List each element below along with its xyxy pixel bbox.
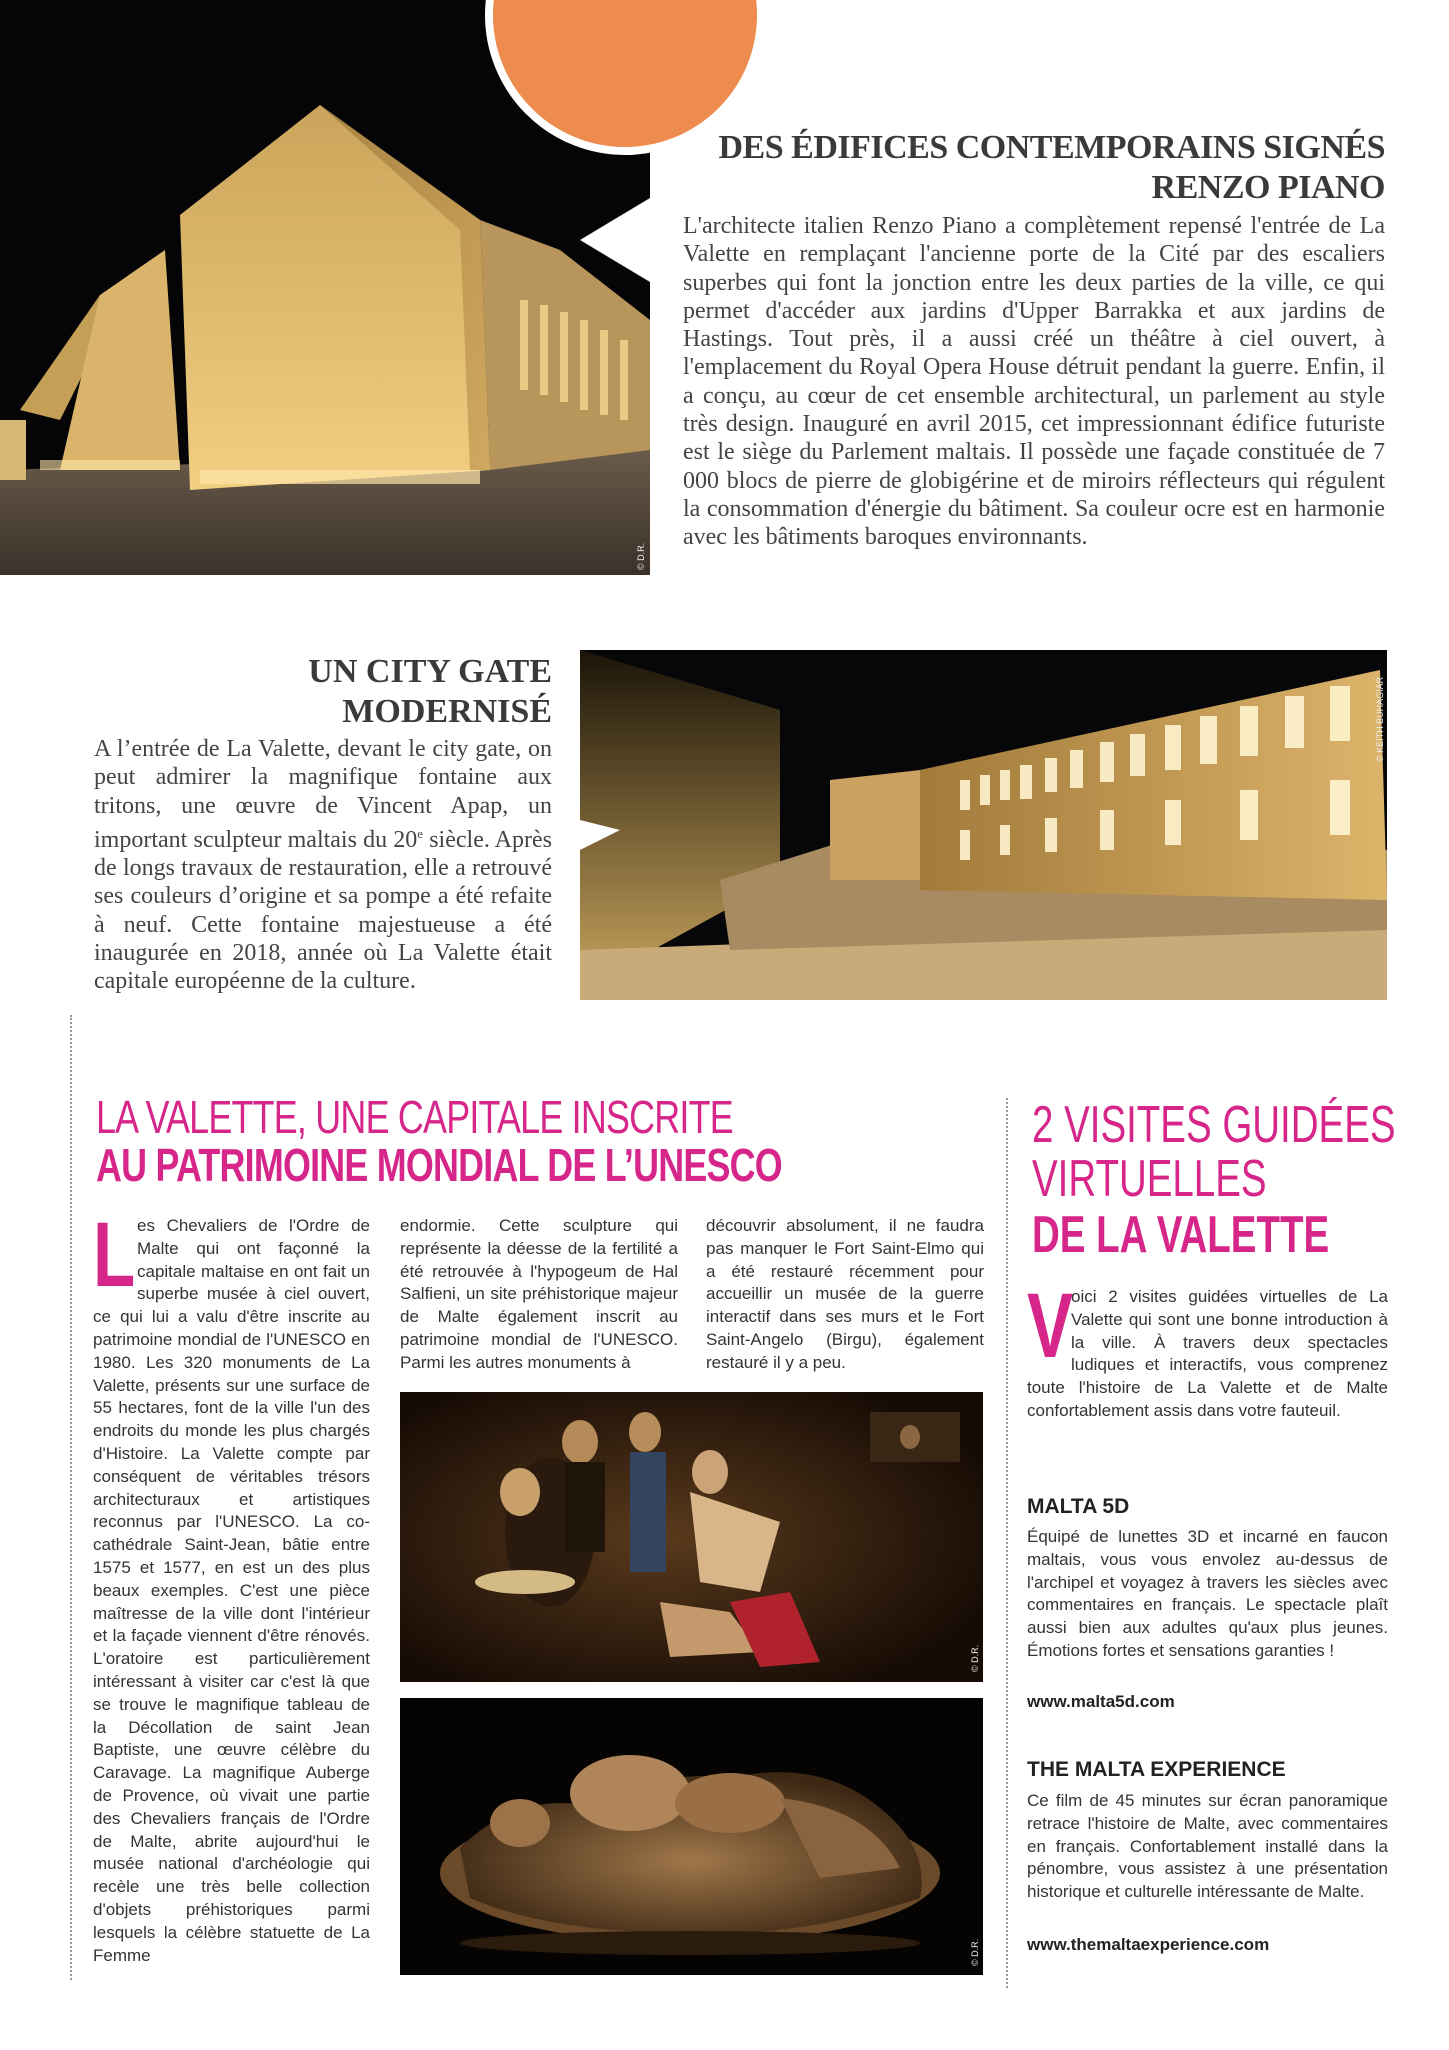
title-line: UN CITY GATE bbox=[308, 653, 552, 690]
city-gate-body bbox=[94, 735, 552, 996]
unesco-column-3: découvrir absolument, il ne faudra pas manquer le Fort Saint-Elmo qui a été restauré récemment pour accueillir un musée de la guerre interactif dans ses murs et le Fort Saint-Angelo (Birgu), également restauré il y a peu. bbox=[706, 1216, 984, 1372]
dotted-divider bbox=[1006, 1098, 1008, 1988]
body-text: siècle. Après de longs travaux de restauration, elle a retrouvé ses couleurs d’origine et sa pompe a été refaite à neuf. Cette fontaine majestueuse a été inaugurée en 2018, année où La Valette était capitale européenne de la culture. bbox=[94, 826, 552, 995]
column-text: es Chevaliers de l'Ordre de Malte qui ont façonné la capitale maltaise en ont fait un superbe musée à ciel ouvert, ce qui lui a valu d'être inscrite au patrimoine mondial de l'UNESCO en 1980. Les 320 monuments de La Valette, présents sur une surface de 55 hectares, font de la ville l'un des endroits du monde les plus chargés d'Histoire. La Valette compte par conséquent de véritables trésors architecturaux et artistiques reconnus par l'UNESCO. La co-cathédrale Saint-Jean, bâtie entre 1575 et 1577, en est un des plus beaux exemples. C'est une pièce maîtresse de la ville dont l'intérieur et la façade viennent d'être rénovés. L'oratoire est particulièrement intéressant à visiter car c'est là que se trouve le magnifique tableau de la Décollation de saint Jean Baptiste, une œuvre célèbre du Caravage. La magnifique Auberge de Provence, où vivait une partie des Chevaliers français de l'Ordre de Malte, abrite aujourd'hui le musée national d'archéologie qui recèle une très belle collection d'objets préhistoriques parmi lesquels la célèbre statuette de La Femme bbox=[93, 1216, 370, 1965]
drop-cap: V bbox=[1027, 1275, 1074, 1377]
caravaggio-painting-photo bbox=[400, 1392, 983, 1682]
sleeping-lady-statuette-photo bbox=[400, 1698, 983, 1975]
photo-credit: © KEITH BUHAGIAR bbox=[1375, 676, 1385, 762]
photo-credit: © D.R. bbox=[970, 1644, 980, 1672]
photo-credit: © D.R. bbox=[636, 542, 646, 570]
dotted-divider bbox=[70, 1015, 72, 1980]
malta-experience-heading: THE MALTA EXPERIENCE bbox=[1027, 1758, 1286, 1781]
section-title-visites-line2: VIRTUELLES bbox=[1032, 1150, 1267, 1208]
unesco-column-2: endormie. Cette sculpture qui représente la déesse de la fertilité a été retrouvée à l'hypogeum de Hal Salfieni, un site préhistorique majeur de Malte également inscrit au patrimoine mondial de l'UNESCO. Parmi les autres monuments à bbox=[400, 1216, 678, 1372]
visites-intro bbox=[1027, 1275, 1388, 1423]
malta-experience-link[interactable]: www.themaltaexperience.com bbox=[1027, 1935, 1270, 1954]
malta5d-heading: MALTA 5D bbox=[1027, 1495, 1130, 1518]
malta5d-link[interactable]: www.malta5d.com bbox=[1027, 1692, 1175, 1711]
intro-text: oici 2 visites guidées virtuelles de La Valette qui sont une bonne introduction à la ville. À travers deux spectacles ludiques et interactifs, vous comprenez toute l'histoire de La Valette et de Malte confortablement assis dans votre fauteuil. bbox=[1027, 1287, 1388, 1420]
section-title-unesco: LA VALETTE, UNE CAPITALE INSCRITE bbox=[96, 1091, 733, 1143]
drop-cap: L bbox=[93, 1204, 136, 1306]
photo-credit: © D.R. bbox=[970, 1938, 980, 1966]
title-line: RENZO PIANO bbox=[1151, 169, 1385, 206]
city-gate-photo bbox=[580, 650, 1387, 1000]
white-arrow-notch bbox=[580, 195, 655, 285]
section-title-visites: 2 VISITES GUIDÉES bbox=[1032, 1096, 1396, 1154]
title-line: DES ÉDIFICES CONTEMPORAINS SIGNÉS bbox=[718, 129, 1385, 166]
malta5d-body: Équipé de lunettes 3D et incarné en faucon maltais, vous vous envolez au-dessus de l'archipel et voyagez à travers les siècles avec commentaires en français. Le spectacle plaît aussi bien aux adultes qu'aux plus jeunes. Émotions fortes et sensations garanties ! bbox=[1027, 1527, 1388, 1660]
section-title-city-gate bbox=[90, 652, 552, 732]
unesco-column-1 bbox=[93, 1204, 370, 1967]
title-line: MODERNISÉ bbox=[342, 693, 552, 730]
superscript: e bbox=[417, 825, 424, 841]
renzo-piano-body: L'architecte italien Renzo Piano a complètement repensé l'entrée de La Valette en remplaçant l'ancienne porte de la Cité par des escaliers superbes qui font la jonction entre les deux parties de la ville, ce qui permet d'accéder aux jardins d'Upper Barrakka et aux jardins de Hastings. Tout près, il a aussi créé un théâtre à ciel ouvert, à l'emplacement du Royal Opera House détruit pendant la guerre. Enfin, il a conçu, au cœur de cet ensemble architectural, un parlement au style très design. Inauguré en avril 2015, cet impressionnant édifice futuriste est le siège du Parlement maltais. Il possède une façade constituée de 7 000 blocs de pierre de globigérine et de miroirs réflecteurs qui régulent la consommation d'énergie du bâtiment. Sa couleur ocre est en harmonie avec les bâtiments baroques environnants. bbox=[683, 213, 1385, 551]
malta-experience-body: Ce film de 45 minutes sur écran panoramique retrace l'histoire de Malte, avec commentaires en français. Confortablement installé dans la pénombre, vous assistez à une présentation historique et culturelle intéressante de Malte. bbox=[1027, 1791, 1388, 1902]
body-text: A l’entrée de La Valette, devant le city gate, on peut admirer la magnifique fontaine aux tritons, une œuvre de Vincent Apap, un important sculpteur maltais du 20 bbox=[94, 736, 552, 853]
section-title-renzo-piano bbox=[660, 128, 1385, 208]
section-title-visites-line3: DE LA VALETTE bbox=[1032, 1206, 1330, 1264]
section-title-unesco-line2: AU PATRIMOINE MONDIAL DE L’UNESCO bbox=[96, 1139, 782, 1191]
